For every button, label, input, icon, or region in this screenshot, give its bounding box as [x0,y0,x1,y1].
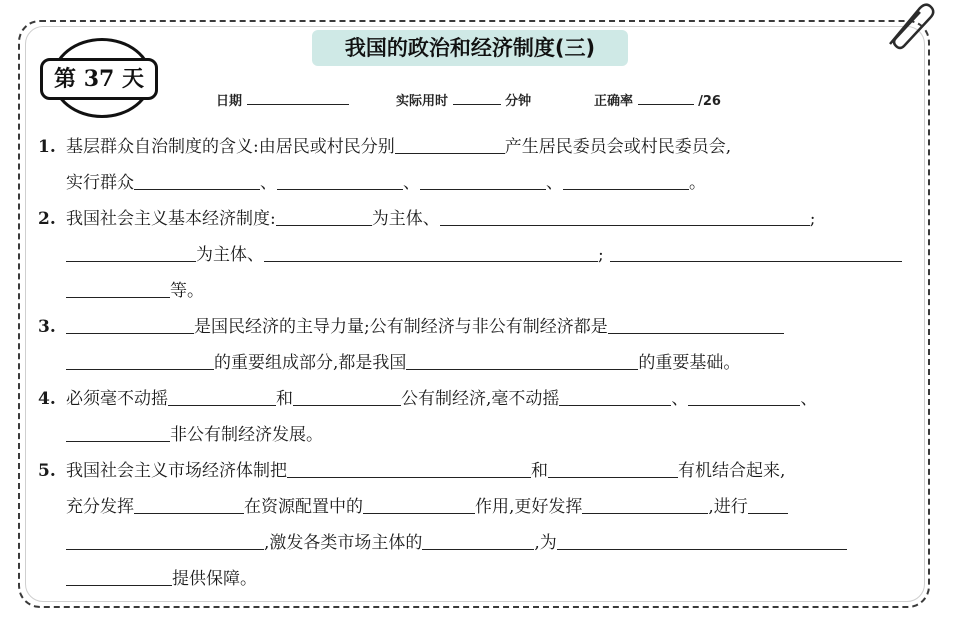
question-text: 非公有制经济发展。 [170,425,323,445]
question-1 [38,129,731,165]
answer-blank[interactable] [66,239,196,262]
answer-blank[interactable] [608,311,784,334]
question-text: 必须毫不动摇 [66,389,168,409]
question-text: 产生居民委员会或村民委员会, [504,137,732,157]
question-1-line-2 [66,165,706,201]
question-text: 作用,更好发挥 [475,497,583,517]
answer-blank[interactable] [264,239,598,262]
question-text: ,进行 [708,497,748,517]
question-2-line-2 [66,237,902,273]
question-4 [38,381,817,417]
question-text: 和 [276,389,293,409]
question-5-line-3 [66,525,847,561]
answer-blank[interactable] [276,203,372,226]
answer-blank[interactable] [287,455,531,478]
question-number: 4. [38,389,56,409]
question-text: 和 [531,461,548,481]
time-label: 实际用时 [396,94,449,109]
answer-blank[interactable] [422,527,534,550]
period: 。 [689,173,706,193]
question-text: 我国社会主义市场经济体制把 [66,461,287,481]
question-text: 等。 [170,281,204,301]
accuracy-field [594,90,721,109]
question-number: 3. [38,317,56,337]
question-text: 提供保障。 [172,569,257,589]
date-blank[interactable] [247,90,349,105]
question-text: 充分发挥 [66,497,134,517]
answer-blank[interactable] [748,491,788,514]
separator: 、 [403,173,420,193]
time-field [396,90,531,109]
question-2 [38,201,815,237]
accuracy-total: /26 [698,94,721,109]
question-number: 2. [38,209,56,229]
question-text: 在资源配置中的 [244,497,363,517]
answer-blank[interactable] [557,527,847,550]
question-4-line-2 [66,417,323,453]
separator: 、 [546,173,563,193]
answer-blank[interactable] [440,203,810,226]
answer-blank[interactable] [582,491,708,514]
answer-blank[interactable] [610,239,902,262]
question-5-line-2 [66,489,788,525]
question-3-line-2 [66,345,740,381]
separator: 、 [671,389,689,409]
question-text: 的重要基础。 [638,353,741,373]
question-text: ,激发各类市场主体的 [264,533,423,553]
answer-blank[interactable] [134,167,260,190]
answer-blank[interactable] [277,167,403,190]
answer-blank[interactable] [66,311,194,334]
answer-blank[interactable] [66,419,170,442]
date-field [216,90,349,109]
question-text: ,为 [534,533,557,553]
day-badge: 第 37 天 [40,58,158,100]
question-text: 有机结合起来, [678,461,786,481]
time-blank[interactable] [453,90,501,105]
answer-blank[interactable] [168,383,276,406]
answer-blank[interactable] [563,167,689,190]
question-text: 为主体、 [196,245,264,265]
date-label: 日期 [216,94,243,109]
question-text: 是国民经济的主导力量;公有制经济与非公有制经济都是 [194,317,608,337]
question-number: 1. [38,137,56,157]
time-unit: 分钟 [505,94,532,109]
answer-blank[interactable] [363,491,475,514]
paperclip-icon [880,0,940,50]
answer-blank[interactable] [134,491,244,514]
answer-blank[interactable] [548,455,678,478]
question-2-line-3 [66,273,204,309]
worksheet-title: 我国的政治和经济制度(三) [312,30,628,66]
question-text: 的重要组成部分,都是我国 [214,353,407,373]
question-number: 5. [38,461,56,481]
separator: 、 [260,173,277,193]
answer-blank[interactable] [688,383,800,406]
question-text: 我国社会主义基本经济制度: [66,209,276,229]
semicolon: ; [598,245,604,265]
answer-blank[interactable] [293,383,401,406]
semicolon: ; [809,209,816,229]
question-text: 实行群众 [66,173,134,193]
answer-blank[interactable] [395,131,505,154]
question-text: 公有制经济,毫不动摇 [401,389,560,409]
answer-blank[interactable] [406,347,638,370]
accuracy-label: 正确率 [594,94,634,109]
separator: 、 [800,389,818,409]
answer-blank[interactable] [66,347,214,370]
question-5-line-4 [66,561,257,597]
answer-blank[interactable] [559,383,671,406]
answer-blank[interactable] [66,527,264,550]
question-5 [38,453,785,489]
question-text: 为主体、 [371,209,440,229]
answer-blank[interactable] [66,563,172,586]
accuracy-blank[interactable] [638,90,694,105]
answer-blank[interactable] [66,275,170,298]
question-text: 基层群众自治制度的含义:由居民或村民分别 [66,137,395,157]
question-3 [38,309,784,345]
answer-blank[interactable] [420,167,546,190]
